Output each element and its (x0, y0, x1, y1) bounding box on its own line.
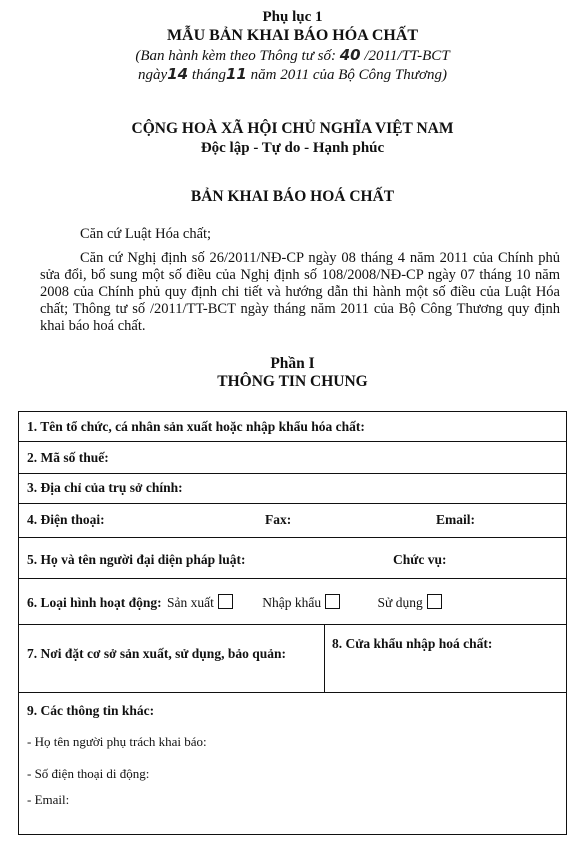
row-divider (19, 692, 566, 693)
option-import-label: Nhập khẩu (262, 595, 322, 610)
issued-date-line (0, 65, 585, 84)
date-ngay: ngày (138, 67, 168, 83)
date-thang: tháng (191, 67, 226, 83)
field-7-label[interactable]: 7. Nơi đặt cơ sở sản xuất, sử dụng, bảo quản: (27, 646, 286, 661)
field-4-email-label[interactable]: Email: (436, 512, 475, 527)
basis-line-1: Căn cứ Luật Hóa chất; (80, 226, 212, 242)
form-title: MẪU BẢN KHAI BÁO HÓA CHẤT (166, 27, 419, 44)
row-divider (19, 537, 566, 538)
field-9-email[interactable]: - Email: (27, 792, 70, 807)
issued-suffix: /2011/TT-BCT (364, 48, 450, 64)
basis-paragraph: Căn cứ Nghị định số 26/2011/NĐ-CP ngày 08 tháng 4 năm 2011 của Chính phủ sửa đổi, bổ sung một số điều của Nghị định số 108/2008/NĐ-CP ngày 07 tháng 10 năm 2008 của Chính phủ quy định chi tiết và hướng dẫn thi hành một số điều của Luật Hóa chất; Thông tư số /2011/TT-BCT ngày tháng năm 2011 của Bộ Công Thương quy định khai báo hoá chất. (40, 250, 560, 334)
row-divider (19, 578, 566, 579)
field-6-row (27, 594, 442, 611)
issued-text: (Ban hành kèm theo Thông tư số: (135, 48, 336, 64)
nation-motto: Độc lập - Tự do - Hạnh phúc (200, 140, 385, 156)
date-month-handwritten: 11 (226, 65, 247, 83)
part-title: THÔNG TIN CHUNG (217, 373, 368, 390)
field-3-label[interactable]: 3. Địa chỉ của trụ sở chính: (27, 480, 183, 495)
field-9-label: 9. Các thông tin khác: (27, 703, 155, 718)
column-divider (324, 624, 325, 692)
field-9-mobile[interactable]: - Số điện thoại di động: (27, 766, 150, 781)
date-day-handwritten: 14 (167, 65, 189, 83)
part-number: Phần I (270, 355, 315, 372)
field-1-label[interactable]: 1. Tên tổ chức, cá nhân sản xuất hoặc nhập khẩu hóa chất: (27, 419, 365, 434)
option-use-checkbox[interactable] (427, 594, 442, 609)
field-9-contact-name[interactable]: - Họ tên người phụ trách khai báo: (27, 734, 207, 749)
row-divider (19, 624, 566, 625)
row-divider (19, 473, 566, 474)
option-use-label: Sử dụng (377, 595, 423, 610)
issued-line (0, 46, 585, 65)
field-4-fax-label[interactable]: Fax: (265, 512, 292, 527)
field-5-position-label[interactable]: Chức vụ: (393, 552, 447, 567)
general-info-form (18, 411, 567, 835)
option-production-checkbox[interactable] (218, 594, 233, 609)
date-rest: năm 2011 của Bộ Công Thương) (250, 67, 447, 83)
field-8-label[interactable]: 8. Cửa khẩu nhập hoá chất: (332, 636, 493, 651)
document-title: BẢN KHAI BÁO HOÁ CHẤT (190, 188, 395, 205)
row-divider (19, 441, 566, 442)
field-5-name-label[interactable]: 5. Họ và tên người đại diện pháp luật: (27, 552, 246, 567)
field-6-label: 6. Loại hình hoạt động: (27, 595, 162, 610)
option-production-label: Sản xuất (167, 595, 214, 610)
option-import-checkbox[interactable] (325, 594, 340, 609)
field-2-label[interactable]: 2. Mã số thuế: (27, 450, 109, 465)
issued-number-handwritten: 40 (339, 46, 361, 64)
field-4-phone-label[interactable]: 4. Điện thoại: (27, 512, 105, 527)
appendix-label: Phụ lục 1 (262, 9, 323, 25)
row-divider (19, 503, 566, 504)
nation-name: CỘNG HOÀ XÃ HỘI CHỦ NGHĨA VIỆT NAM (131, 120, 454, 137)
